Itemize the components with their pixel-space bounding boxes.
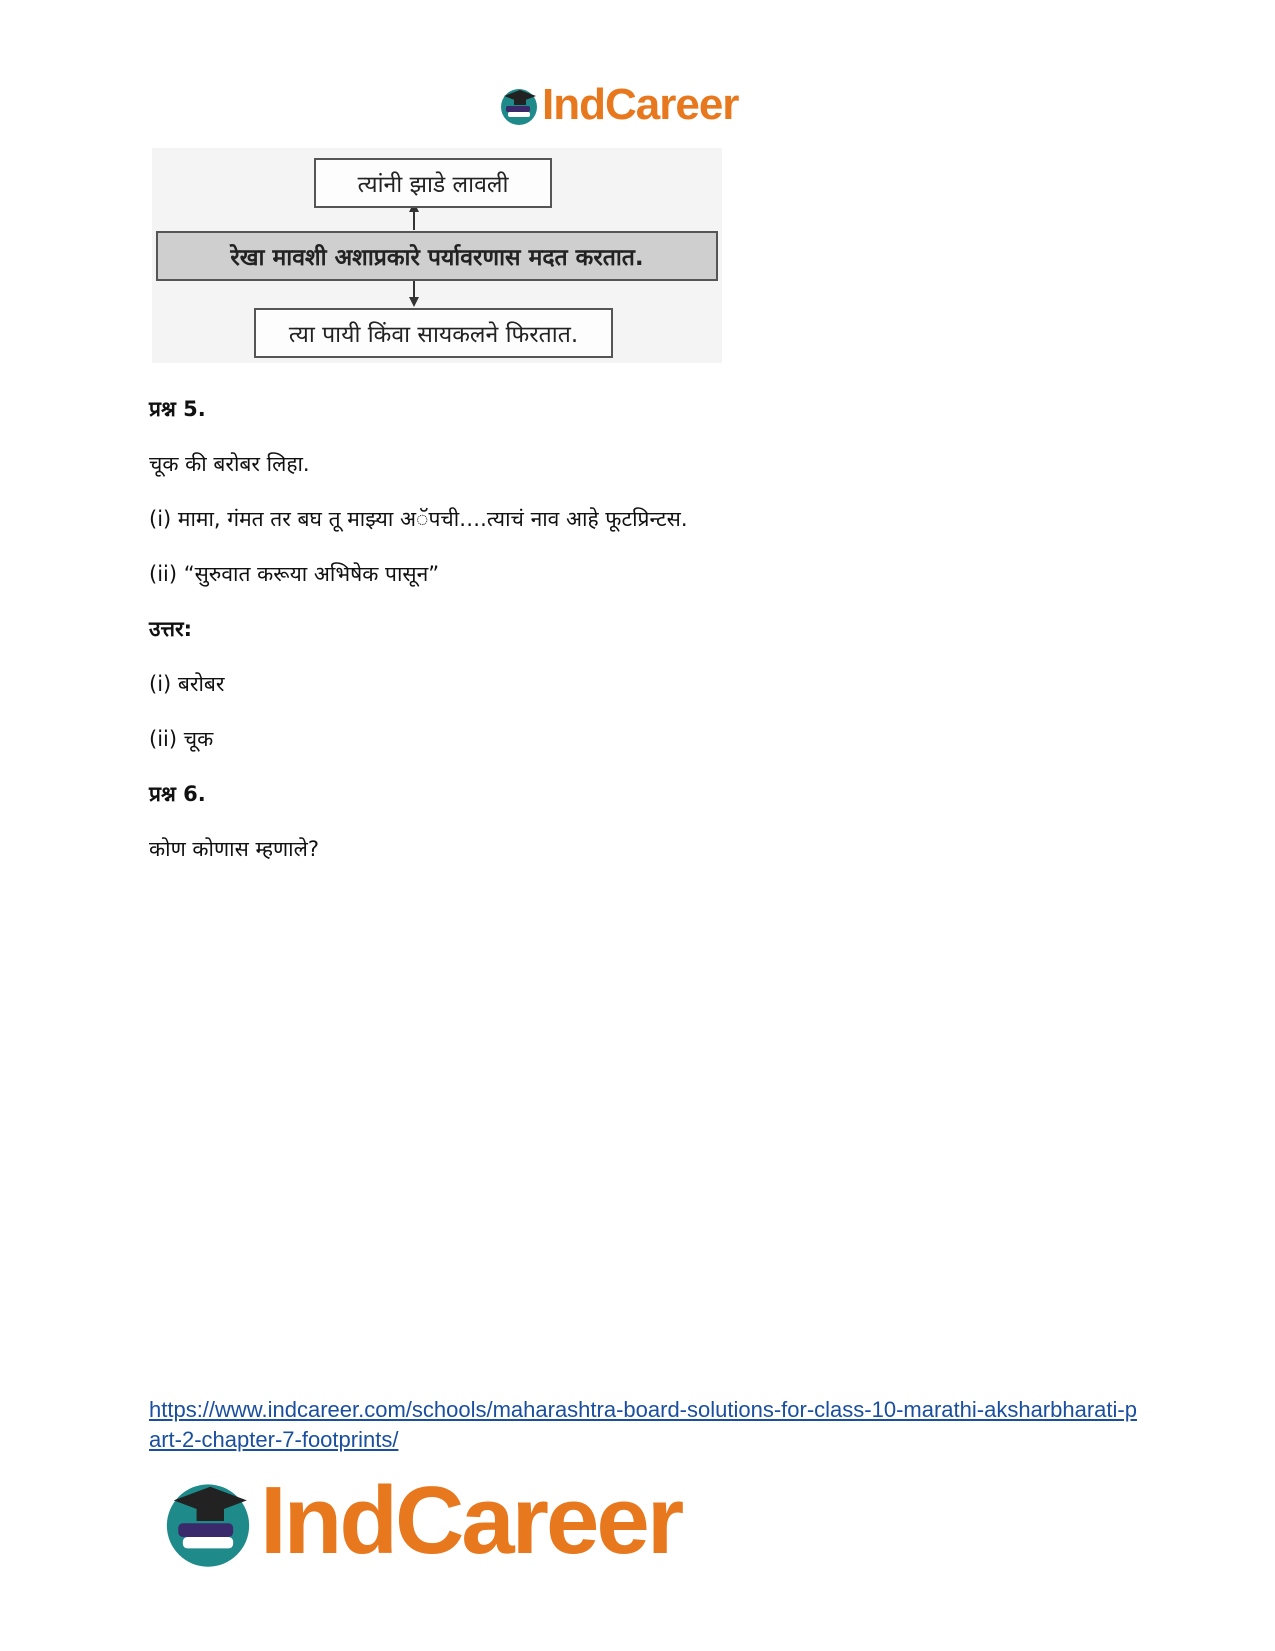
graduation-globe-icon	[160, 1473, 256, 1569]
diagram	[152, 148, 722, 363]
footer-logo	[160, 1466, 681, 1576]
answer-label: उत्तर:	[149, 617, 193, 641]
answer-2: (ii) चूक	[149, 727, 214, 751]
logo-wordmark: IndCareer	[260, 1467, 682, 1574]
graduation-globe-icon	[498, 84, 540, 126]
source-url-link[interactable]: https://www.indcareer.com/schools/maharashtra-board-solutions-for-class-10-marathi-aksharbharati-part-2-chapter-7-footprints/	[149, 1397, 1137, 1452]
diagram-bottom-box: त्या पायी किंवा सायकलने फिरतात.	[254, 308, 613, 358]
question-6-instruction: कोण कोणास म्हणाले?	[149, 837, 319, 861]
question-5-instruction: चूक की बरोबर लिहा.	[149, 452, 310, 476]
answer-1: (i) बरोबर	[149, 672, 225, 696]
logo-wordmark: IndCareer	[542, 80, 739, 129]
header-logo	[498, 80, 738, 130]
question-5-label: प्रश्न 5.	[149, 397, 206, 421]
question-5-item-2: (ii) “सुरुवात करूया अभिषेक पासून”	[149, 562, 440, 586]
question-5-item-1: (i) मामा, गंमत तर बघ तू माझ्या अॅपची….त्याचं नाव आहे फूटप्रिन्टस.	[149, 507, 688, 531]
diagram-top-box: त्यांनी झाडे लावली	[314, 158, 552, 208]
diagram-center-box: रेखा मावशी अशाप्रकारे पर्यावरणास मदत करतात.	[156, 231, 718, 281]
question-6-label: प्रश्न 6.	[149, 782, 206, 806]
